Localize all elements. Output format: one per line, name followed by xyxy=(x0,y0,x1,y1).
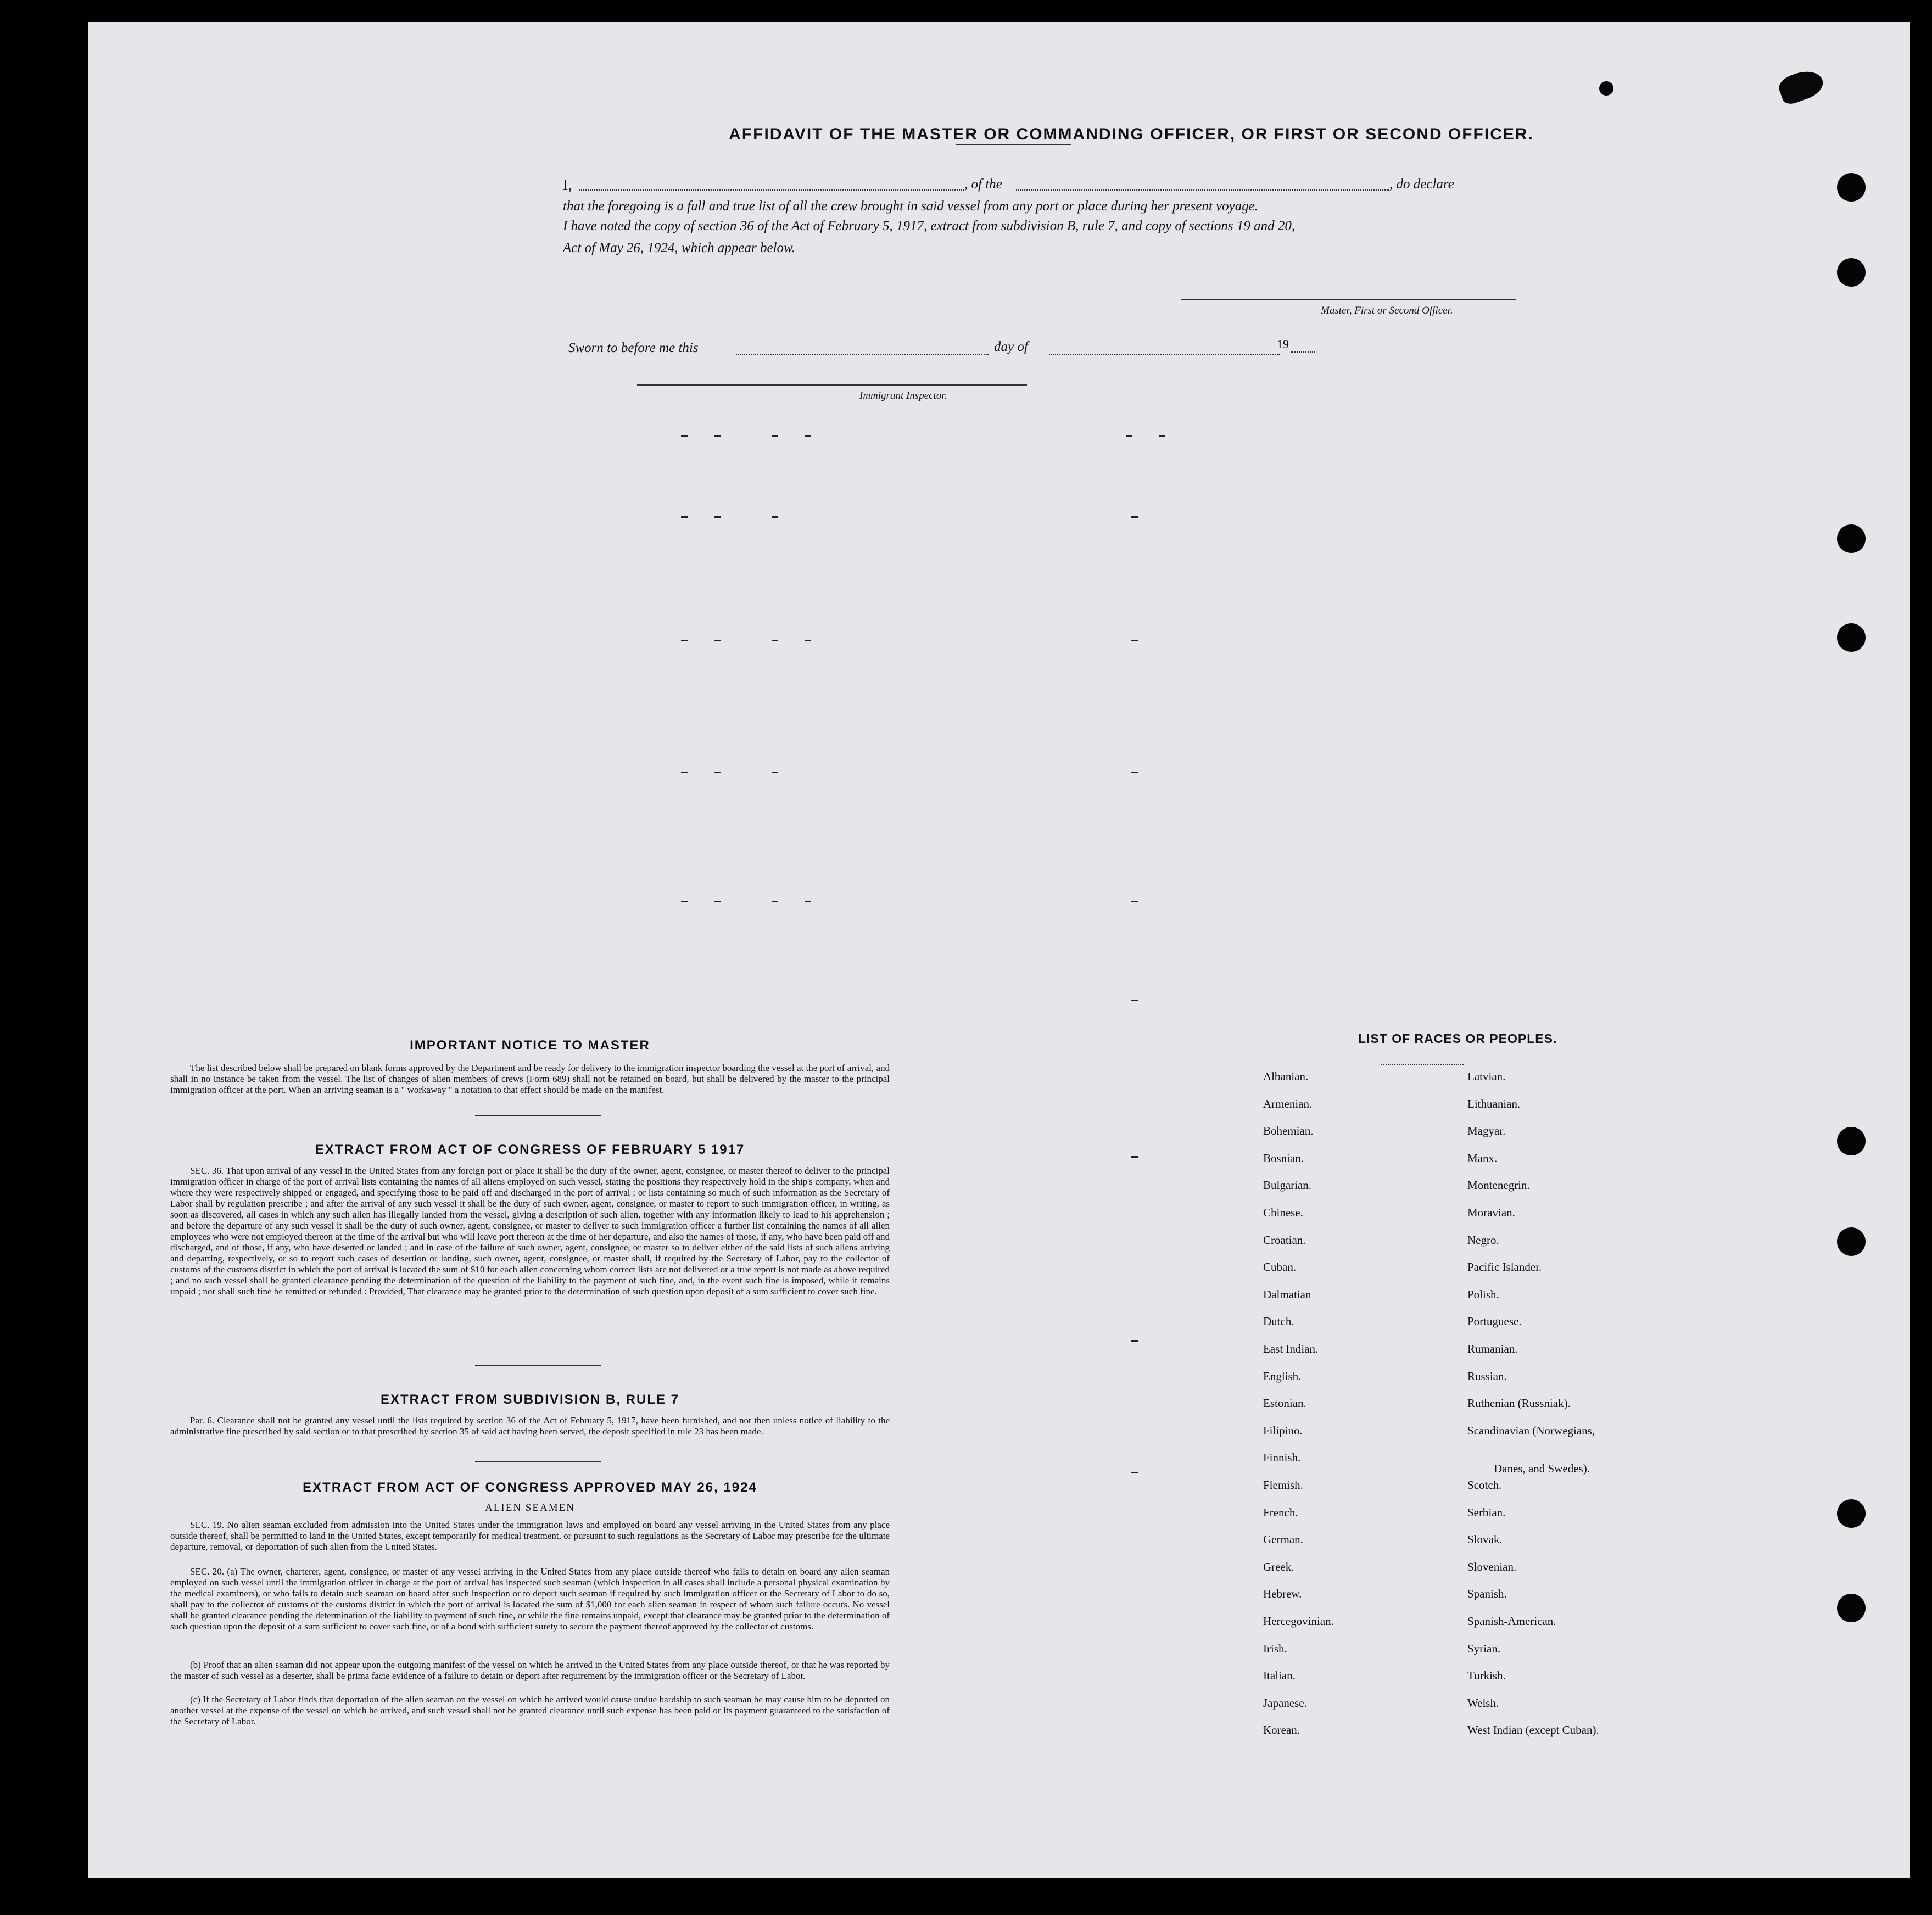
dash-mark xyxy=(772,516,778,518)
dash-mark xyxy=(805,640,811,641)
extract-1924-sec20b: (b) Proof that an alien seaman did not appear upon the outgoing manifest of the vessel on which he arrived in the United States from any place outside thereof, or that he was reported by the master of such vessel as a deserter, shall be prima facie evidence of a failure to detain or deport after requirement by the immigration officer or the Secretary of Labor. xyxy=(170,1660,890,1681)
dash-mark xyxy=(805,901,811,902)
race-entry: Serbian. xyxy=(1467,1506,1506,1519)
dash-mark xyxy=(1159,435,1165,437)
race-entry: Bulgarian. xyxy=(1263,1179,1312,1192)
race-entry: German. xyxy=(1263,1533,1303,1546)
dash-mark xyxy=(714,772,721,773)
form-page xyxy=(88,22,1910,1878)
race-entry: Croatian. xyxy=(1263,1233,1306,1247)
race-entry: English. xyxy=(1263,1370,1302,1383)
inspector-label: Immigrant Inspector. xyxy=(859,390,947,401)
affidavit-title: AFFIDAVIT OF THE MASTER OR COMMANDING OFFICER, OR FIRST OR SECOND OFFICER. xyxy=(729,125,1534,143)
dash-mark xyxy=(714,435,721,437)
race-entry: West Indian (except Cuban). xyxy=(1467,1723,1599,1737)
dash-mark xyxy=(1131,516,1138,518)
race-entry: Cuban. xyxy=(1263,1260,1297,1274)
title-underline xyxy=(956,144,1071,145)
declaration-line-2: that the foregoing is a full and true list of all the crew brought in said vessel from any port or place during her present voyage. xyxy=(563,199,1259,214)
dash-mark xyxy=(714,901,721,902)
race-entry: Scandinavian (Norwegians, xyxy=(1467,1424,1595,1437)
races-heading: LIST OF RACES OR PEOPLES. xyxy=(1358,1031,1557,1046)
race-entry: Latvian. xyxy=(1467,1070,1506,1083)
race-entry: Estonian. xyxy=(1263,1397,1306,1410)
inspector-signature-line xyxy=(637,384,1027,386)
master-signature-line xyxy=(1181,299,1516,300)
declaration-line-3: I have noted the copy of section 36 of the Act of February 5, 1917, extract from subdivision B, rule 7, and copy of sections 19 and 20, xyxy=(563,219,1296,233)
binder-hole xyxy=(1837,1499,1866,1528)
sworn-month-blank xyxy=(1049,354,1280,355)
binder-hole xyxy=(1837,1227,1866,1256)
sworn-year: 19 xyxy=(1277,337,1289,351)
race-entry: Italian. xyxy=(1263,1669,1296,1682)
race-entry: Ruthenian (Russniak). xyxy=(1467,1397,1571,1410)
race-entry: Pacific Islander. xyxy=(1467,1260,1542,1274)
dash-mark xyxy=(1131,772,1138,773)
binder-hole xyxy=(1837,258,1866,287)
race-entry: Albanian. xyxy=(1263,1070,1309,1083)
binder-hole xyxy=(1837,1594,1866,1622)
race-entry: Bohemian. xyxy=(1263,1124,1314,1137)
race-entry: Greek. xyxy=(1263,1560,1294,1573)
torn-corner-mark xyxy=(1776,66,1827,107)
race-entry: Negro. xyxy=(1467,1233,1499,1247)
race-entry: East Indian. xyxy=(1263,1342,1319,1355)
dash-mark xyxy=(772,640,778,641)
race-entry: Syrian. xyxy=(1467,1642,1501,1655)
dash-mark xyxy=(772,901,778,902)
dash-mark xyxy=(681,640,688,641)
race-entry: Manx. xyxy=(1467,1152,1498,1165)
race-entry: Spanish-American. xyxy=(1467,1615,1556,1628)
race-entry: French. xyxy=(1263,1506,1298,1519)
dash-mark xyxy=(1131,901,1138,902)
race-entry: Bosnian. xyxy=(1263,1152,1304,1165)
race-entry: Hercegovinian. xyxy=(1263,1615,1334,1628)
race-entry-continuation: Danes, and Swedes). xyxy=(1494,1462,1590,1475)
dash-mark xyxy=(772,435,778,437)
race-entry: Korean. xyxy=(1263,1723,1300,1737)
binder-hole xyxy=(1837,1127,1866,1155)
dash-mark xyxy=(681,901,688,902)
extract-1924-heading: EXTRACT FROM ACT OF CONGRESS APPROVED MAY 26, 1924 xyxy=(303,1480,757,1495)
race-entry: Portuguese. xyxy=(1467,1315,1522,1328)
declare-i: I, xyxy=(563,177,572,194)
declare-of-the: , of the xyxy=(964,177,1002,192)
notice-text: The list described below shall be prepared on blank forms approved by the Department and be ready for delivery to the immigration inspector boarding the vessel at the port of arrival, and shall in no instance be taken from the vessel. The list of changes of alien members of crews (Form 689) shall not be retained on board, but shall be delivered by the master to the principal immigration officer at the port. When an arriving seaman is a " workaway " a notation to that effect should be made on the manifest. xyxy=(170,1063,890,1095)
race-entry: Turkish. xyxy=(1467,1669,1506,1682)
extract-1924-sec19: SEC. 19. No alien seaman excluded from admission into the United States under the immigration laws and employed on board any vessel arriving in the United States from any place outside thereof, shall be permitted to land in the United States, except temporarily for medical treatment, or pursuant to such regulations as the Secretary of Labor may prescribe for the ultimate departure, removal, or deportation of such alien from the United States. xyxy=(170,1520,890,1552)
sworn-prefix: Sworn to before me this xyxy=(568,340,699,355)
race-entry: Dalmatian xyxy=(1263,1288,1311,1301)
vessel-blank-line xyxy=(1016,189,1389,191)
binder-hole xyxy=(1837,524,1866,553)
dash-mark xyxy=(1131,640,1138,641)
race-entry: Lithuanian. xyxy=(1467,1097,1521,1110)
dash-mark xyxy=(1126,435,1132,437)
extract-1917-heading: EXTRACT FROM ACT OF CONGRESS OF FEBRUARY 5 1917 xyxy=(315,1142,745,1157)
race-entry: Finnish. xyxy=(1263,1451,1301,1464)
dash-mark xyxy=(1131,1472,1138,1473)
race-entry: Chinese. xyxy=(1263,1206,1303,1219)
race-entry: Russian. xyxy=(1467,1370,1507,1383)
race-entry: Armenian. xyxy=(1263,1097,1313,1110)
race-entry: Slovenian. xyxy=(1467,1560,1517,1573)
race-entry: Japanese. xyxy=(1263,1696,1307,1710)
dash-mark xyxy=(714,640,721,641)
race-entry: Flemish. xyxy=(1263,1478,1303,1492)
dash-mark xyxy=(681,516,688,518)
race-entry: Magyar. xyxy=(1467,1124,1506,1137)
name-blank-line xyxy=(579,189,964,191)
section-divider xyxy=(475,1365,601,1366)
race-entry: Polish. xyxy=(1467,1288,1499,1301)
dash-mark xyxy=(1131,1340,1138,1342)
notice-heading: IMPORTANT NOTICE TO MASTER xyxy=(410,1038,650,1053)
race-entry: Scotch. xyxy=(1467,1478,1502,1492)
declaration-line-4: Act of May 26, 1924, which appear below. xyxy=(563,241,796,255)
races-divider xyxy=(1381,1064,1464,1065)
sworn-year-blank xyxy=(1291,351,1315,353)
dash-mark xyxy=(1131,1000,1138,1001)
dash-mark xyxy=(1131,1156,1138,1158)
race-entry: Hebrew. xyxy=(1263,1587,1302,1600)
declare-do-declare: , do declare xyxy=(1389,177,1454,192)
dash-mark xyxy=(681,772,688,773)
race-entry: Dutch. xyxy=(1263,1315,1294,1328)
race-entry: Slovak. xyxy=(1467,1533,1503,1546)
extract-1917-text: SEC. 36. That upon arrival of any vessel in the United States from any foreign port or place it shall be the duty of the owner, agent, consignee, or master thereof to deliver to the principal immigration officer in charge of the port of arrival lists containing the names of all aliens employed on such vessel, stating the positions they respectively hold in the ship's company, when and where they were respectively shipped or engaged, and specifying those to be paid off and discharged in the port of arrival ; or lists containing so much of such information as the Secretary of Labor shall by regulation prescribe ; and after the arrival of any such vessel it shall be the duty of such owner, agent, consignee, or master to report to such immigration officer, in writing, as soon as discovered, all cases in which any such alien has illegally landed from the vessel, giving a description of such alien, together with any information likely to lead to his apprehension ; and before the departure of any such vessel it shall be the duty of such owner, agent, consignee, or master to deliver to such immigration officer a further list containing the names of all alien employees who were not employed thereon at the time of the arrival but who will leave port thereon at the time of her departure, and also the names of those, if any, who have been paid off and discharged, and of those, if any, who have deserted or landed ; and in case of the failure of such owner, agent, consignee, or master so to deliver either of the said lists of such aliens arriving and departing, respectively, or so to report such cases of desertion or landing, such owner, agent, consignee, or master shall, if required by the Secretary of Labor, pay to the collector of customs of the customs district in which the port of arrival is located the sum of $10 for each alien concerning whom correct lists are not delivered or a true report is not made as above required ; and no such vessel shall be granted clearance pending the determination of the question of the liability to the payment of such fine, and, in the event such fine is imposed, while it remains unpaid ; nor shall such fine be remitted or refunded : Provided, That clearance may be granted prior to the determination of such question upon deposit of a sum sufficient to cover such fine. xyxy=(170,1165,890,1297)
binder-hole xyxy=(1837,173,1866,202)
extract-rule7-heading: EXTRACT FROM SUBDIVISION B, RULE 7 xyxy=(380,1392,680,1407)
race-entry: Rumanian. xyxy=(1467,1342,1518,1355)
race-entry: Irish. xyxy=(1263,1642,1287,1655)
binder-hole xyxy=(1837,623,1866,652)
race-entry: Welsh. xyxy=(1467,1696,1499,1710)
race-entry: Spanish. xyxy=(1467,1587,1507,1600)
dash-mark xyxy=(772,772,778,773)
section-divider xyxy=(475,1461,601,1462)
sworn-day-blank xyxy=(736,354,989,355)
sworn-day-of: day of xyxy=(994,339,1028,354)
dash-mark xyxy=(681,435,688,437)
extract-1924-subheading: ALIEN SEAMEN xyxy=(485,1502,575,1514)
extract-rule7-text: Par. 6. Clearance shall not be granted any vessel until the lists required by section 36 of the Act of February 5, 1917, have been furnished, and not then unless notice of liability to the administrative fine prescribed by said section or to that prescribed by section 35 of said act having been served, the deposit specified in rule 23 has been made. xyxy=(170,1415,890,1437)
race-entry: Filipino. xyxy=(1263,1424,1303,1437)
extract-1924-sec20a: SEC. 20. (a) The owner, charterer, agent, consignee, or master of any vessel arriving in the United States from any place outside thereof who fails to detain on board any alien seaman employed on such vessel until the immigration officer in charge at the port of arrival has inspected such seaman (which inspection in all cases shall include a personal physical examination by the medical examiners), or who fails to detain such seaman on board after such inspection or to deport such seaman if required by such immigration officer or the Secretary of Labor to do so, shall pay to the collector of customs of the customs district in which the port of arrival is located the sum of $1,000 for each alien seaman in respect of whom such failure occurs. No vessel shall be granted clearance pending the determination of the liability to payment of such fine, or while the fine remains unpaid, except that clearance may be granted prior to the determination of such question upon the deposit of a sum sufficient to cover such fine, or of a bond with sufficient surety to secure the payment thereof approved by the collector of customs. xyxy=(170,1566,890,1632)
binder-hole xyxy=(1599,81,1613,96)
dash-mark xyxy=(714,516,721,518)
master-signature-label: Master, First or Second Officer. xyxy=(1321,305,1453,316)
extract-1924-sec20c: (c) If the Secretary of Labor finds that deportation of the alien seaman on the vessel on which he arrived would cause undue hardship to such seaman he may cause him to be deported on another vessel at the expense of the vessel on which he arrived, and such vessel shall not be granted clearance until such expense has been paid or its payment guaranteed to the satisfaction of the Secretary of Labor. xyxy=(170,1694,890,1727)
race-entry: Moravian. xyxy=(1467,1206,1515,1219)
section-divider xyxy=(475,1115,601,1116)
race-entry: Montenegrin. xyxy=(1467,1179,1530,1192)
dash-mark xyxy=(805,435,811,437)
